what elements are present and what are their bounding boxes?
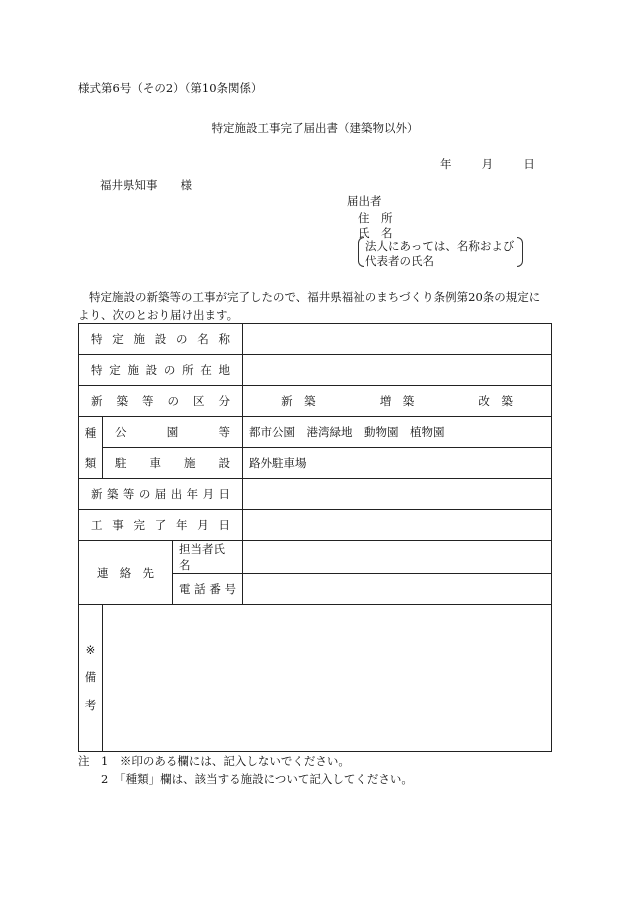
remarks-char-1: 備 xyxy=(84,670,97,684)
option-extension[interactable]: 増 築 xyxy=(379,394,415,408)
date-line xyxy=(440,156,535,172)
park-examples[interactable]: 都市公園 港湾緑地 動物園 植物園 xyxy=(243,417,552,448)
option-new[interactable]: 新 築 xyxy=(281,394,316,408)
row-facility-name xyxy=(79,324,552,355)
row-contact-person xyxy=(79,541,552,574)
option-rebuild[interactable]: 改 築 xyxy=(478,394,513,408)
corp-note-line2: 代表者の氏名 xyxy=(365,254,434,268)
form-number: 様式第6号（その2）（第10条関係） xyxy=(78,81,263,95)
row-facility-location xyxy=(79,355,552,386)
addressee: 福井県知事 様 xyxy=(100,178,192,192)
contact-person-label: 担当者氏名 xyxy=(173,541,243,574)
kind-label xyxy=(79,418,102,478)
left-bracket xyxy=(358,237,364,267)
corporation-note xyxy=(358,237,523,267)
kind-char-1: 種 xyxy=(84,425,97,440)
notify-date-label: 新 築 等 の 届 出 年 月 日 xyxy=(91,487,230,501)
completion-date-label: 工 事 完 了 年 月 日 xyxy=(91,518,230,532)
facility-location-field[interactable] xyxy=(243,355,552,386)
notes xyxy=(78,752,413,788)
row-notify-date xyxy=(79,479,552,510)
kind-char-2: 類 xyxy=(84,455,97,470)
phone-field[interactable] xyxy=(243,574,552,605)
note-1: 注 1 ※印のある欄には、記入しないでください。 xyxy=(78,754,350,768)
address-label: 住 所 xyxy=(358,211,393,225)
completion-date-field[interactable] xyxy=(243,510,552,541)
remarks-field[interactable] xyxy=(103,605,552,752)
form-table xyxy=(78,323,552,752)
row-completion-date xyxy=(79,510,552,541)
contact-label: 連 絡 先 xyxy=(97,565,154,580)
contact-person-field[interactable] xyxy=(243,541,552,574)
facility-name-field[interactable] xyxy=(243,324,552,355)
facility-name-label: 特 定 施 設 の 名 称 xyxy=(91,332,230,346)
notifier-label: 届出者 xyxy=(347,194,382,208)
document-title: 特定施設工事完了届出書（建築物以外） xyxy=(211,121,419,135)
facility-location-label: 特 定 施 設 の 所 在 地 xyxy=(91,363,231,377)
parking-label: 駐 車 施 設 xyxy=(115,456,230,470)
row-construction-type xyxy=(79,386,552,417)
date-year: 年 xyxy=(440,157,452,171)
construction-type-field[interactable] xyxy=(243,386,552,417)
phone-label: 電 話 番 号 xyxy=(179,582,237,596)
construction-type-label: 新 築 等 の 区 分 xyxy=(91,394,230,408)
park-label: 公 園 等 xyxy=(115,425,231,439)
remarks-char-2: 考 xyxy=(84,698,97,712)
date-day: 日 xyxy=(523,157,535,171)
note-2: 2 「種類」欄は、該当する施設について記入してください。 xyxy=(78,772,413,786)
row-remarks xyxy=(79,605,552,752)
intro-text: 特定施設の新築等の工事が完了したので、福井県福祉のまちづくり条例第20条の規定により、次のとおり届け出ます。 xyxy=(78,290,541,322)
corp-note-line1: 法人にあっては、名称および xyxy=(365,239,515,253)
remarks-label xyxy=(79,605,102,751)
row-kind-park xyxy=(79,417,552,448)
row-kind-parking xyxy=(79,448,552,479)
right-bracket xyxy=(517,237,523,267)
name-label: 氏 名 xyxy=(358,226,393,240)
remarks-mark: ※ xyxy=(85,643,96,657)
notify-date-field[interactable] xyxy=(243,479,552,510)
date-month: 月 xyxy=(481,157,494,171)
parking-examples[interactable]: 路外駐車場 xyxy=(243,448,552,479)
